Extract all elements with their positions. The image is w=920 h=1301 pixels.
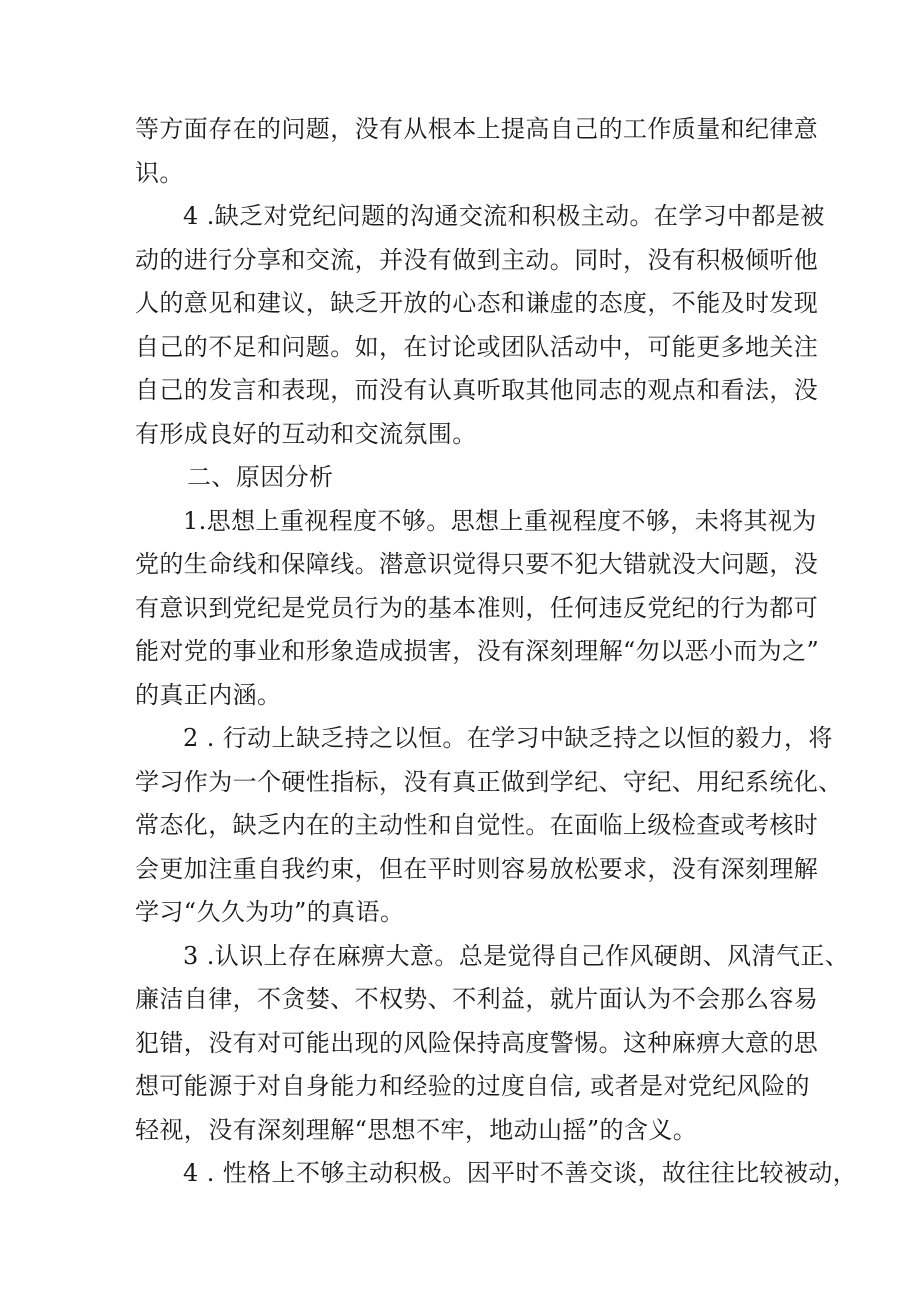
text-line: 1.思想上重视程度不够。思想上重视程度不够，未将其视为 [183,506,817,535]
text-line: 能对党的事业和形象造成损害，没有深刻理解“勿以恶小而为之” [135,637,820,665]
text-line: 有意识到党纪是党员行为的基本准则，任何违反党纪的行为都可 [135,593,819,622]
text-line: 3 .认识上存在麻痹大意。总是觉得自己作风硬朗、风清气正、 [183,941,850,970]
text-line: 廉洁自律，不贪婪、不权势、不利益，就片面认为不会那么容易 [135,985,819,1013]
text-line: 的真正内涵。 [135,680,282,709]
text-line: 人的意见和建议，缺乏开放的心态和谦虚的态度，不能及时发现 [135,289,819,317]
text-line: 等方面存在的问题，没有从根本上提高自己的工作质量和纪律意 [135,115,819,143]
text-line: 有形成良好的互动和交流氛围。 [135,419,477,448]
document-body [135,108,858,1196]
text-line: 学习作为一个硬性指标，没有真正做到学纪、守纪、用纪系统化、 [135,767,843,796]
text-line: 动的进行分享和交流，并没有做到主动。同时，没有积极倾听他 [135,245,819,274]
text-line: 想可能源于对自身能力和经验的过度自信, 或者是对党纪风险的 [135,1072,810,1100]
text-line: 4 . 性格上不够主动积极。因平时不善交谈，故往往比较被动， [183,1159,858,1187]
text-line: 2 . 行动上缺乏持之以恒。在学习中缺乏持之以恒的毅力，将 [183,724,833,752]
section-heading: 二、原因分析 [187,463,334,491]
text-line: 轻视，没有深刻理解“思想不牢，地动山摇”的含义。 [135,1115,698,1144]
text-line: 犯错，没有对可能出现的风险保持高度警惕。这种麻痹大意的思 [135,1028,819,1057]
text-line: 会更加注重自我约束，但在平时则容易放松要求，没有深刻理解 [135,854,819,883]
text-line: 党的生命线和保障线。潜意识觉得只要不犯大错就没大问题，没 [135,550,819,578]
text-line: 自己的发言和表现，而没有认真听取其他同志的观点和看法，没 [135,376,819,404]
text-line: 4 .缺乏对党纪问题的沟通交流和积极主动。在学习中都是被 [183,202,825,230]
text-line: 常态化，缺乏内在的主动性和自觉性。在面临上级检查或考核时 [135,811,819,839]
text-line: 自己的不足和问题。如，在讨论或团队活动中，可能更多地关注 [135,332,819,361]
text-line: 学习“久久为功”的真语。 [135,898,405,926]
text-line: 识。 [135,158,184,187]
